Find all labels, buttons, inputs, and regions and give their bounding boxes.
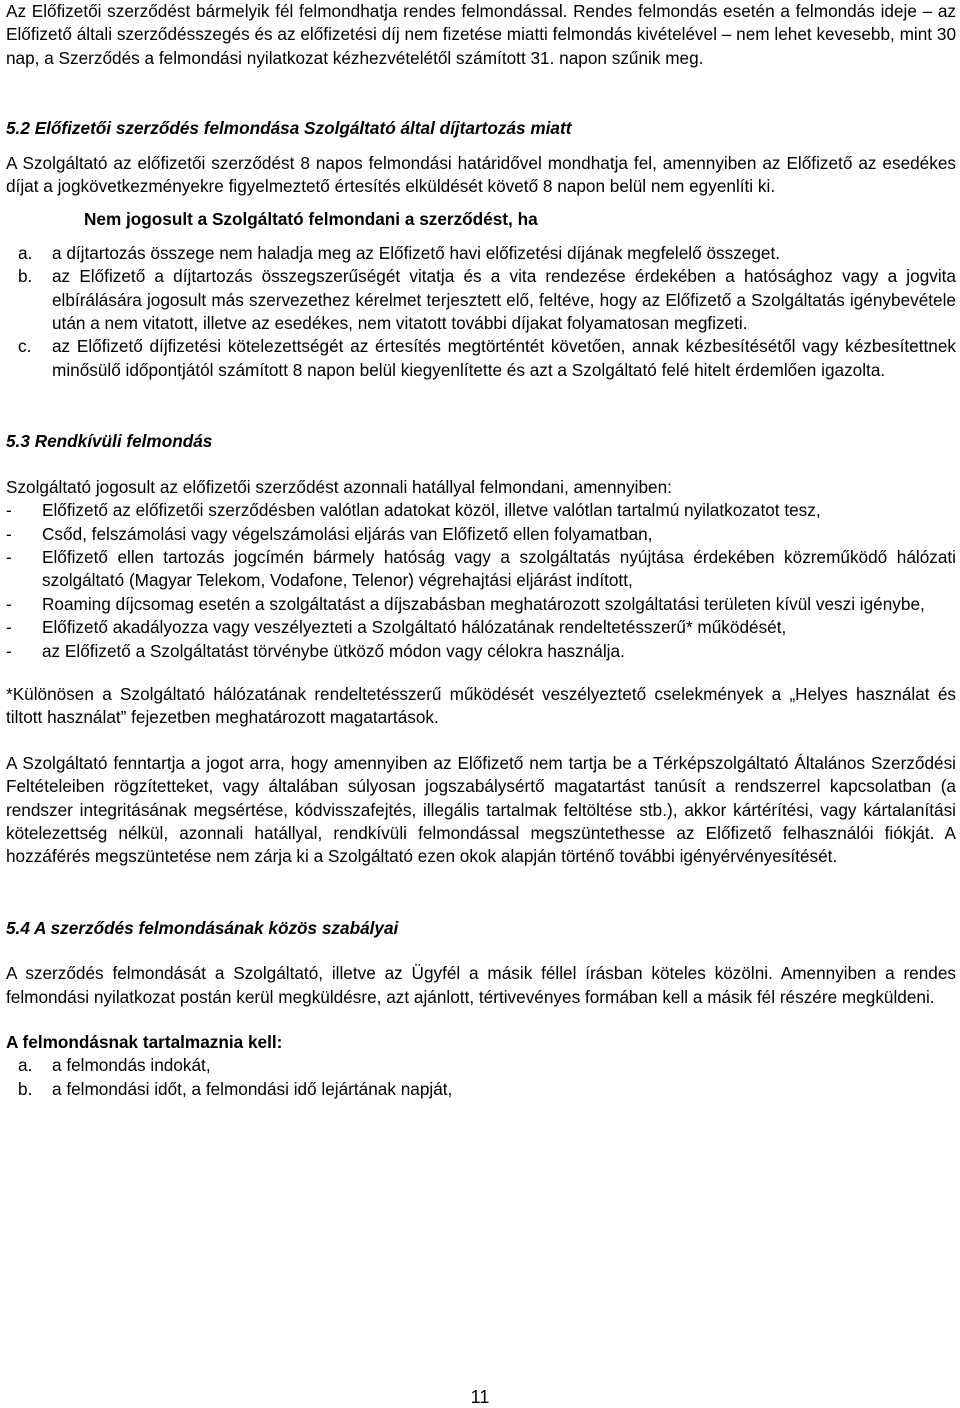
section-5-2-list bbox=[6, 242, 956, 382]
list-item bbox=[6, 593, 956, 616]
section-5-4-subheading: A felmondásnak tartalmaznia kell: bbox=[6, 1032, 283, 1052]
list-marker: a. bbox=[18, 1055, 33, 1076]
section-5-2-number: 5.2 bbox=[6, 118, 30, 139]
list-item bbox=[6, 1078, 956, 1101]
list-text: az Előfizető díjfizetési kötelezettségét az értesítés megtörténtét követően, annak kézbesítésétől vagy kézbesítettnek minősülő időpontjától számított 8 napon belül kiegyenlítette és azt a Szolgáltató felé hitelt érdemlően igazolta. bbox=[52, 336, 956, 380]
section-5-3-number: 5.3 bbox=[6, 431, 30, 452]
list-marker: - bbox=[6, 593, 12, 614]
section-5-3-intro: Szolgáltató jogosult az előfizetői szerződést azonnali hatállyal felmondani, amennyiben: bbox=[6, 476, 672, 497]
list-marker: - bbox=[6, 500, 12, 521]
list-item bbox=[6, 523, 956, 546]
section-5-4-heading bbox=[6, 917, 956, 940]
section-5-2-heading bbox=[6, 117, 956, 140]
section-5-3-paragraph: A Szolgáltató fenntartja a jogot arra, hogy amennyiben az Előfizető nem tartja be a Térképszolgáltató Általános Szerződési Feltételeiben rögzítetteket, vagy általában súlyosan jogszabálysértő magatartást tanúsít a rendszerrel kapcsolatban (a rendszer integritásának megsértése, kódvisszafejtés, illegális tartalmak feltöltése stb.), akkor kártérítési, vagy kártalanítási kötelezettség nélkül, azonnali hatállyal, rendkívüli felmondással megszüntethesse az Előfizető felhasználói fiókját. A hozzáférés megszüntetése nem zárja ki a Szolgáltató ezen okok alapján történő további igényérvényesítését. bbox=[6, 752, 956, 867]
intro-paragraph: Az Előfizetői szerződést bármelyik fél felmondhatja rendes felmondással. Rendes felmondás esetén a felmondás ideje – az Előfizető általi szerződésszegés és az előfizetési díj nem fizetése miatti felmondás kivételével – nem lehet kevesebb, mint 30 nap, a Szerződés a felmondási nyilatkozat kézhezvételétől számított 31. napon szűnik meg. bbox=[6, 1, 956, 68]
list-text: az Előfizető a Szolgáltatást törvénybe ütköző módon vagy célokra használja. bbox=[42, 640, 625, 661]
list-marker: a. bbox=[18, 242, 33, 263]
list-marker: - bbox=[6, 617, 12, 638]
section-5-2-subheading: Nem jogosult a Szolgáltató felmondani a szerződést, ha bbox=[84, 209, 538, 230]
list-text: Előfizető az előfizetői szerződésben valótlan adatokat közöl, illetve valótlan tartalmú nyilatkozatot tesz, bbox=[42, 500, 821, 521]
section-5-2-paragraph: A Szolgáltató az előfizetői szerződést 8 napos felmondási határidővel mondhatja fel, amennyiben az Előfizető az esedékes díjat a jogkövetkezményekre figyelmeztető értesítés elküldését követő 8 napon belül nem egyenlíti ki. bbox=[6, 152, 956, 197]
section-5-3-list bbox=[6, 499, 956, 663]
section-5-3-heading bbox=[6, 430, 956, 453]
list-item bbox=[6, 546, 956, 593]
section-5-2-title: Előfizetői szerződés felmondása Szolgáltató által díjtartozás miatt bbox=[34, 118, 572, 139]
section-5-4-paragraph: A szerződés felmondását a Szolgáltató, illetve az Ügyfél a másik féllel írásban köteles közölni. Amennyiben a rendes felmondási nyilatkozat postán kerül megküldésre, azt ajánlott, tértivevényes formában kell a másik fél részére megküldeni. bbox=[6, 963, 956, 1007]
list-text: Roaming díjcsomag esetén a szolgáltatást a díjszabásban meghatározott szolgáltatási területen kívül veszi igénybe, bbox=[42, 593, 925, 614]
section-5-3-title: Rendkívüli felmondás bbox=[34, 431, 213, 452]
list-text: Előfizető akadályozza vagy veszélyezteti a Szolgáltató hálózatának rendeltetésszerű* működését, bbox=[42, 617, 787, 638]
list-item bbox=[6, 265, 956, 335]
list-item bbox=[6, 640, 956, 663]
list-item bbox=[6, 616, 956, 639]
list-item bbox=[6, 1054, 956, 1077]
list-marker: c. bbox=[18, 336, 32, 357]
section-5-4-number: 5.4 bbox=[6, 917, 30, 938]
list-text: a felmondási időt, a felmondási idő lejártának napját, bbox=[52, 1078, 453, 1099]
list-text: az Előfizető a díjtartozás összegszerűségét vitatja és a vita rendezése érdekében a hatósághoz vagy a jogvita elbírálására jogosult más szervezethez kérelmet terjesztett elő, feltéve, hogy az Előfizető a Szolgáltatás igénybevétele után a nem vitatott, illetve az esedékes, nem vitatott további díjakat folyamatosan megfizeti. bbox=[52, 266, 956, 334]
list-text: Előfizető ellen tartozás jogcímén bármely hatóság vagy a szolgáltatás nyújtása érdekében közreműködő hálózati szolgáltató (Magyar Telekom, Vodafone, Telenor) végrehajtási eljárást indított, bbox=[42, 546, 956, 591]
list-item bbox=[6, 335, 956, 382]
section-5-4-title: A szerződés felmondásának közös szabályai bbox=[34, 917, 399, 938]
page-number: 11 bbox=[470, 1387, 490, 1407]
list-item bbox=[6, 242, 956, 265]
list-marker: b. bbox=[18, 1078, 33, 1099]
list-marker: b. bbox=[18, 266, 33, 287]
list-text: a felmondás indokát, bbox=[52, 1055, 211, 1076]
list-text: Csőd, felszámolási vagy végelszámolási eljárás van Előfizető ellen folyamatban, bbox=[42, 523, 653, 544]
list-item bbox=[6, 499, 956, 522]
list-marker: - bbox=[6, 640, 12, 661]
list-marker: - bbox=[6, 523, 12, 544]
section-5-4-list bbox=[6, 1054, 956, 1101]
section-5-3-footnote: *Különösen a Szolgáltató hálózatának rendeltetésszerű működését veszélyeztető cselekmények a „Helyes használat és tiltott használat” fejezetben meghatározott magatartások. bbox=[6, 683, 956, 728]
list-marker: - bbox=[6, 546, 12, 567]
list-text: a díjtartozás összege nem haladja meg az Előfizető havi előfizetési díjának megfelelő összeget. bbox=[52, 242, 781, 263]
